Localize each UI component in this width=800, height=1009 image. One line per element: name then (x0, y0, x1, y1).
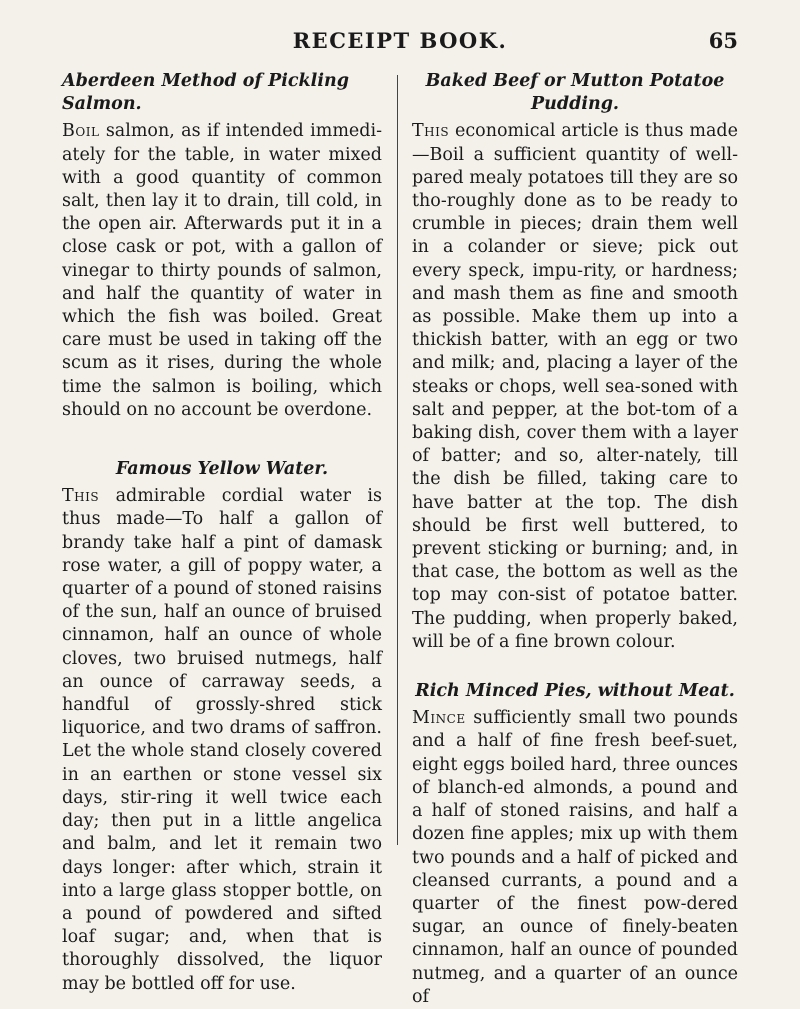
recipe-title-pickling-salmon: Aberdeen Method of Pickling Salmon. (62, 71, 349, 115)
recipe-lead-word: Mince (412, 708, 466, 729)
recipe-lead-word: Boil (62, 121, 100, 142)
page-number: 65 (708, 28, 738, 53)
recipe-lead-word: This (412, 121, 450, 142)
recipe-body-potatoe-pudding (412, 120, 738, 654)
recipe-lead-word: This (62, 486, 100, 507)
recipe-title-yellow-water: Famous Yellow Water. (115, 459, 329, 480)
recipe-title-potatoe-pudding: Baked Beef or Mutton Potatoe Pudding. (425, 71, 725, 115)
column-divider (397, 75, 398, 845)
recipe-text: economical article is thus made —Boil a sufficient quantity of well-pared mealy potatoes till they are so tho-roughly done as to be ready to crumble in pieces; drain them well in a colander or sieve; pick out every speck, impu-rity, or hardness; and mash them as fine and smooth as possible. Make them up into a thickish batter, with an egg or two and milk; and, placing a layer of the steaks or chops, well sea-soned with salt and pepper, at the bot-tom of a baking dish, cover them with a layer of batter; and so, alter-nately, till the dish be filled, taking care to have batter at the top. The dish should be first well buttered, to prevent sticking or burning; and, in that case, the bottom as well as the top may con-sist of potatoe batter. The pudding, when properly baked, will be of a fine brown colour. (412, 121, 738, 652)
recipe-title-minced-pies: Rich Minced Pies, without Meat. (415, 681, 735, 702)
recipe-body-yellow-water (62, 485, 382, 995)
recipe-text: salmon, as if intended immedi-ately for the table, in water mixed with a good quantity of common salt, then lay it to drain, till cold, in the open air. Afterwards put it in a close cask or pot, with a gallon of vinegar to thirty pounds of salmon, and half the quantity of water in which the fish was boiled. Great care must be used in taking off the scum as it rises, during the whole time the salmon is boiling, which should on no account be overdone. (62, 121, 382, 420)
page-header (0, 28, 800, 58)
recipe-body-pickling-salmon (62, 120, 382, 422)
left-column (62, 70, 382, 996)
recipe-body-minced-pies (412, 707, 738, 1009)
section-spacer (62, 422, 382, 458)
recipe-text: sufficiently small two pounds and a half of fine fresh beef-suet, eight eggs boiled hard, three ounces of blanch-ed almonds, a pound and a half of stoned raisins, and half a dozen fine apples; mix up with them two pounds and a half of picked and cleansed currants, a pound and a quarter of the finest pow-dered sugar, an ounce of finely-beaten cinnamon, half an ounce of pounded nutmeg, and a quarter of an ounce of (412, 708, 738, 1007)
section-spacer (412, 654, 738, 680)
recipe-text: admirable cordial water is thus made—To half a gallon of brandy take half a pint of damask rose water, a gill of poppy water, a quarter of a pound of stoned raisins of the sun, half an ounce of bruised cinnamon, half an ounce of whole cloves, two bruised nutmegs, half an ounce of carraway seeds, a handful of grossly-shred stick liquorice, and two drams of saffron. Let the whole stand closely covered in an earthen or stone vessel six days, stir-ring it well twice each day; then put in a little angelica and balm, and let it remain two days longer: after which, strain it into a large glass stopper bottle, on a pound of powdered and sifted loaf sugar; and, when that is thoroughly dissolved, the liquor may be bottled off for use. (62, 486, 382, 994)
right-column (412, 70, 738, 1009)
running-title: RECEIPT BOOK. (292, 28, 508, 53)
